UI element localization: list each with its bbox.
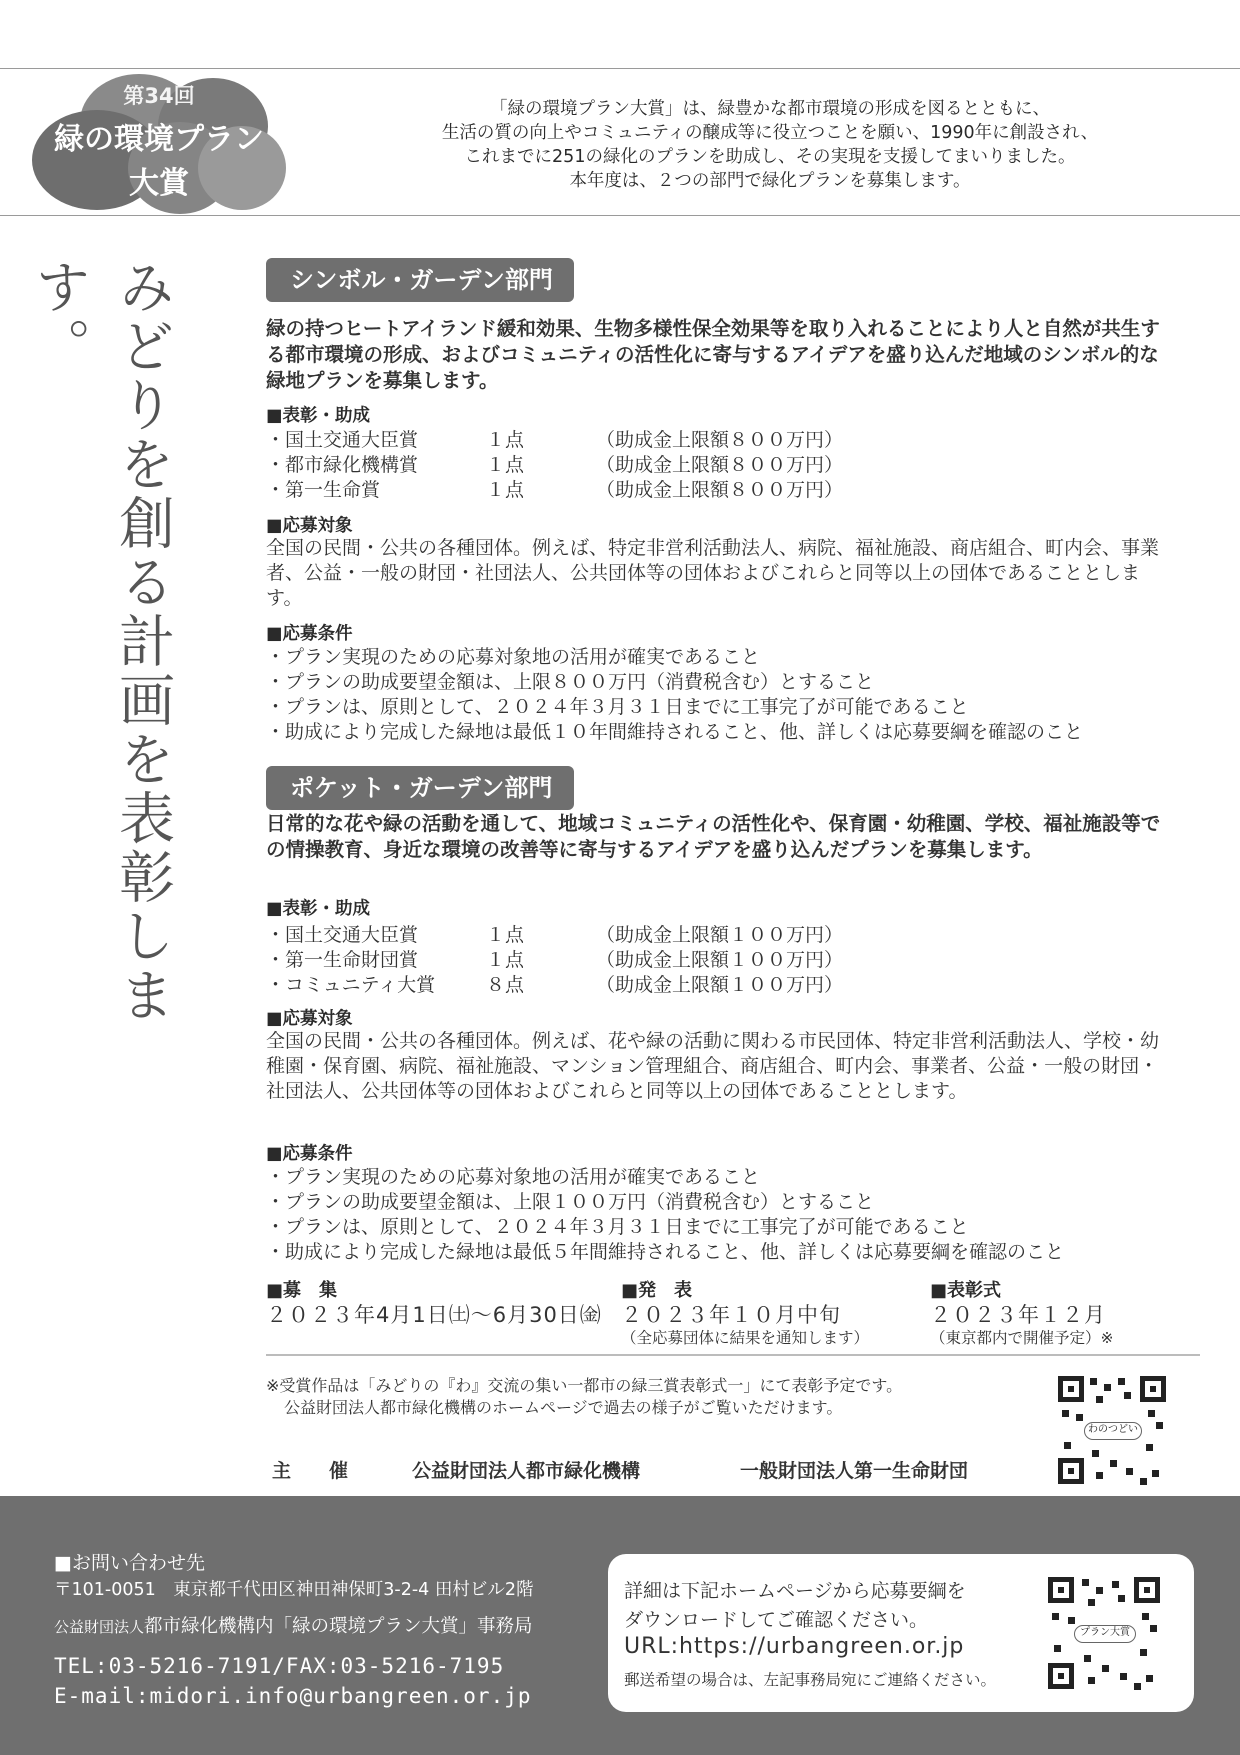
- symbol-awards-heading: ■表彰・助成: [266, 406, 371, 426]
- info-line1: 詳細は下記ホームページから応募要綱を: [624, 1580, 966, 1602]
- recruit-heading: ■募 集: [266, 1280, 338, 1301]
- award-count: １点: [486, 949, 525, 971]
- info-url[interactable]: URL:https://urbangreen.or.jp: [624, 1634, 965, 1659]
- qr-module: [1112, 1581, 1119, 1588]
- award-name: ・都市緑化機構賞: [266, 454, 419, 476]
- award-name: ・第一生命賞: [266, 479, 381, 501]
- symbol-target-text: 全国の民間・公共の各種団体。例えば、特定非営利活動法人、病院、福祉施設、商店組合、町内会、事業者、公益・一般の財団・社団法人、公共団体等の団体およびこれらと同等以上の団体であることとします。: [266, 537, 1160, 609]
- award-grant: （助成金上限額１００万円）: [596, 974, 844, 996]
- qr-code-plan-taisho[interactable]: [1046, 1575, 1162, 1691]
- info-mail-note: 郵送希望の場合は、左記事務局宛にご連絡ください。: [624, 1671, 997, 1689]
- award-grant: （助成金上限額１００万円）: [596, 924, 844, 946]
- condition-item: ・プラン実現のための応募対象地の活用が確実であること: [266, 1166, 761, 1188]
- qr-code-wanotsudoi[interactable]: [1056, 1374, 1168, 1486]
- qr-module: [1052, 1613, 1059, 1620]
- condition-item: ・助成により完成した緑地は最低５年間維持されること、他、詳しくは応募要綱を確認のこと: [266, 1241, 1065, 1263]
- qr-module: [1140, 1649, 1147, 1656]
- pocket-section-heading: ポケット・ガーデン部門: [266, 766, 574, 810]
- qr-module: [1126, 1468, 1133, 1475]
- award-grant: （助成金上限額８００万円）: [596, 429, 844, 451]
- qr-module: [1142, 1613, 1149, 1620]
- qr-module: [1146, 1675, 1153, 1682]
- award-name: ・第一生命財団賞: [266, 949, 419, 971]
- organizer-2: 一般財団法人第一生命財団: [740, 1460, 969, 1482]
- qr-module: [1118, 1595, 1125, 1602]
- qr-module: [1156, 1422, 1163, 1429]
- award-name: ・国土交通大臣賞: [266, 429, 419, 451]
- organizer-label: 主 催: [272, 1460, 349, 1482]
- qr-module: [1118, 1378, 1125, 1385]
- award-grant: （助成金上限額８００万円）: [596, 479, 844, 501]
- symbol-section-heading: シンボル・ガーデン部門: [266, 258, 574, 302]
- contact-email[interactable]: E-mail:midori.info@urbangreen.or.jp: [54, 1684, 532, 1708]
- pocket-target-text: 全国の民間・公共の各種団体。例えば、花や緑の活動に関わる市民団体、特定非営利活動法人、学校・幼稚園・保育園、病院、福祉施設、マンション管理組合、商店組合、町内会、事業者、公益・一般の財団・社団法人、公共団体等の団体およびこれらと同等以上の団体であることとします。: [266, 1030, 1160, 1102]
- award-name: ・国土交通大臣賞: [266, 924, 419, 946]
- qr-module: [1084, 1655, 1091, 1662]
- qr-module: [1148, 1410, 1155, 1417]
- qr-module: [1054, 1645, 1061, 1652]
- qr-module: [1088, 1599, 1095, 1606]
- ceremony-footnote: [266, 1375, 902, 1419]
- intro-line: 「緑の環境プラン大賞」は、緑豊かな都市環境の形成を図るとともに、: [490, 99, 1050, 119]
- organizer-1: 公益財団法人都市緑化機構: [412, 1460, 641, 1482]
- qr-module: [1082, 1579, 1089, 1586]
- symbol-description: 緑の持つヒートアイランド緩和効果、生物多様性保全効果等を取り入れることにより人と自然が共生する都市環境の形成、およびコミュニティの活性化に寄与するアイデアを盛り込んだ地域のシンボル的な緑地プランを募集します。: [266, 317, 1160, 392]
- intro-text: [340, 97, 1200, 193]
- announce-heading: ■発 表: [621, 1280, 693, 1301]
- pocket-awards-heading: ■表彰・助成: [266, 899, 371, 919]
- intro-line: 生活の質の向上やコミュニティの醸成等に役立つことを願い、1990年に創設され、: [441, 123, 1099, 143]
- symbol-target-heading: ■応募対象: [266, 516, 353, 536]
- qr-finder: [1048, 1663, 1074, 1689]
- qr-module: [1092, 1450, 1099, 1457]
- qr-finder: [1058, 1458, 1084, 1484]
- qr-caption: わのつどい: [1084, 1422, 1142, 1440]
- qr-finder: [1140, 1376, 1166, 1402]
- qr-module: [1096, 1587, 1103, 1594]
- qr-module: [1068, 1617, 1075, 1624]
- contact-tel-fax: TEL:03-5216-7191/FAX:03-5216-7195: [54, 1654, 505, 1678]
- footnote-line: ※受賞作品は「みどりの『わ』交流の集い一都市の緑三賞表彰式一」にて表彰予定です。: [266, 1376, 903, 1395]
- contact-office: [54, 1612, 533, 1638]
- office-prefix: 公益財団法人: [54, 1618, 145, 1636]
- qr-module: [1152, 1470, 1159, 1477]
- condition-item: ・助成により完成した緑地は最低１０年間維持されること、他、詳しくは応募要綱を確認のこと: [266, 721, 1084, 743]
- qr-module: [1110, 1460, 1117, 1467]
- contact-heading: ■お問い合わせ先: [54, 1552, 205, 1574]
- award-name: ・コミュニティ大賞: [266, 974, 436, 996]
- badge-title-line1: 緑の環境プラン: [54, 122, 264, 157]
- condition-item: ・プランは、原則として、２０２４年３月３１日までに工事完了が可能であること: [266, 696, 969, 718]
- qr-module: [1140, 1478, 1147, 1485]
- vertical-title: みどりを創る計画を表彰します。: [26, 258, 175, 1025]
- qr-module: [1076, 1414, 1083, 1421]
- footnote-line: 公益財団法人都市緑化機構のホームページで過去の様子がご覧いただけます。: [284, 1398, 843, 1417]
- condition-item: ・プランの助成要望金額は、上限８００万円（消費税含む）とすること: [266, 671, 875, 693]
- qr-module: [1124, 1392, 1131, 1399]
- award-count: ８点: [486, 974, 525, 996]
- condition-item: ・プランは、原則として、２０２４年３月３１日までに工事完了が可能であること: [266, 1216, 969, 1238]
- qr-module: [1062, 1410, 1069, 1417]
- award-grant: （助成金上限額８００万円）: [596, 454, 844, 476]
- pocket-description: 日常的な花や緑の活動を通して、地域コミュニティの活性化や、保育園・幼稚園、学校、福祉施設等での情操教育、身近な環境の改善等に寄与するアイデアを盛り込んだプランを募集します。: [266, 812, 1161, 861]
- pocket-target-heading: ■応募対象: [266, 1009, 353, 1029]
- award-count: １点: [486, 429, 525, 451]
- qr-module: [1096, 1396, 1103, 1403]
- office-name: 都市緑化機構内「緑の環境プラン大賞」事務局: [144, 1616, 533, 1637]
- ceremony-note: （東京都内で開催予定）※: [930, 1329, 1114, 1347]
- award-grant: （助成金上限額１００万円）: [596, 949, 844, 971]
- qr-module: [1096, 1472, 1103, 1479]
- qr-module: [1090, 1378, 1097, 1385]
- condition-item: ・プランの助成要望金額は、上限１００万円（消費税含む）とすること: [266, 1191, 875, 1213]
- qr-module: [1088, 1677, 1095, 1684]
- qr-module: [1120, 1673, 1127, 1680]
- qr-module: [1102, 1665, 1109, 1672]
- qr-module: [1104, 1384, 1111, 1391]
- award-count: １点: [486, 479, 525, 501]
- qr-caption: プラン大賞: [1074, 1625, 1136, 1643]
- announce-note: （全応募団体に結果を通知します）: [621, 1329, 870, 1347]
- ceremony-heading: ■表彰式: [930, 1280, 1002, 1301]
- award-badge: [28, 66, 290, 216]
- contact-address: 〒101-0051 東京都千代田区神田神保町3-2-4 田村ビル2階: [54, 1580, 534, 1600]
- recruit-period: ２０２３年4月1日㈯〜6月30日㈮: [266, 1303, 602, 1327]
- qr-module: [1134, 1683, 1141, 1690]
- qr-module: [1150, 1625, 1157, 1632]
- qr-finder: [1058, 1376, 1084, 1402]
- schedule-divider: [266, 1354, 1200, 1356]
- qr-module: [1146, 1444, 1153, 1451]
- pocket-conditions-heading: ■応募条件: [266, 1144, 353, 1164]
- award-count: １点: [486, 924, 525, 946]
- announce-date: ２０２３年１０月中旬: [621, 1303, 841, 1327]
- symbol-conditions-heading: ■応募条件: [266, 624, 353, 644]
- award-count: １点: [486, 454, 525, 476]
- condition-item: ・プラン実現のための応募対象地の活用が確実であること: [266, 646, 761, 668]
- download-info-box: [608, 1554, 1194, 1712]
- ceremony-date: ２０２３年１２月: [930, 1303, 1106, 1327]
- qr-module: [1064, 1442, 1071, 1449]
- info-line2: ダウンロードしてご確認ください。: [624, 1609, 929, 1631]
- qr-finder: [1048, 1577, 1074, 1603]
- badge-edition: 第34回: [123, 84, 195, 108]
- qr-finder: [1134, 1577, 1160, 1603]
- intro-line: これまでに251の緑化のプランを助成し、その実現を支援してまいりました。: [464, 147, 1076, 167]
- intro-line: 本年度は、２つの部門で緑化プランを募集します。: [569, 171, 971, 191]
- badge-title-line2: 大賞: [129, 166, 189, 201]
